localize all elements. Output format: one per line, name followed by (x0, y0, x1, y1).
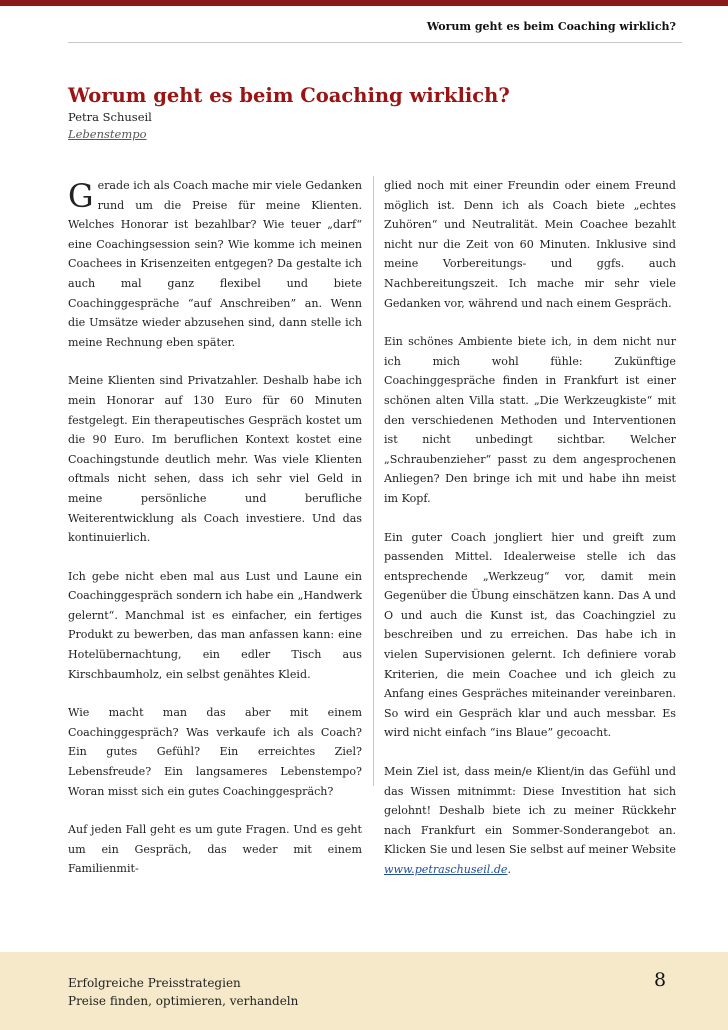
footer-title: Erfolgreiche Preisstrategien (68, 976, 241, 990)
right-column (384, 176, 676, 899)
header-divider (68, 42, 682, 43)
paragraph (68, 176, 362, 352)
paragraph-text: erade ich als Coach mache mir viele Gedanken rund um die Preise für meine Klienten. Welches Honorar ist bezahlbar? Wie teuer „darf“ eine Coachingsession sein? Wie komme ich meinen Coachees in Krisenzeiten entgegen? Da gestalte ich auch mal ganz flexibel und biete Coachinggespräche “auf Anschreiben” an. Wenn die Umsätze wieder abzusehen sind, dann stelle ich meine Rechnung eben später. (68, 179, 362, 349)
left-column (68, 176, 362, 898)
paragraph-text: Mein Ziel ist, dass mein/e Klient/in das Gefühl und das Wissen mitnimmt: Diese Investition hat sich gelohnt! Deshalb biete ich zu meiner Rückkehr nach Frankfurt ein Sommer-Sonderangebot an. Klicken Sie und lesen Sie selbst auf meiner Website (384, 765, 676, 857)
paragraph: Ein guter Coach jongliert hier und greift zum passenden Mittel. Idealerweise stelle ich das entsprechende „Werkzeug“ vor, damit mein Gegenüber die Übung einschätzen kann. Das A und O und auch die Kunst ist, das Coachingziel zu beschreiben und zu erreichen. Das habe ich in vielen Supervisionen gelernt. Ich definiere vorab Kriterien, die mein Coachee und ich gleich zu Anfang eines Gespräches miteinander vereinbaren. So wird ein Gespräch klar und auch messbar. Es wird nicht einfach “ins Blaue” gecoacht. (384, 530, 676, 740)
running-head: Worum geht es beim Coaching wirklich? (426, 20, 676, 33)
article-title: Worum geht es beim Coaching wirklich? (68, 84, 510, 107)
website-link[interactable]: www.petraschuseil.de (384, 863, 508, 876)
category-link[interactable]: Lebenstempo (68, 127, 147, 141)
paragraph: Ein schönes Ambiente biete ich, in dem nicht nur ich mich wohl fühle: Zukünftige Coachinggespräche finden in Frankfurt ist einer schönen alten Villa statt. „Die Werkzeugkiste“ mit den verschiedenen Methoden und Interventionen ist nicht unbedingt sichtbar. Welcher „Schraubenzieher“ passt zu dem angesprochenen Anliegen? Den bringe ich mit und habe ihn meist im Kopf. (384, 335, 676, 505)
paragraph: glied noch mit einer Freundin oder einem Freund möglich ist. Denn ich als Coach biete „echtes Zuhören“ und Neutralität. Mein Coachee bezahlt nicht nur die Zeit von 60 Minuten. Inklusive sind meine Vorbereitungs- und ggfs. auch Nachbereitungszeit. Ich mache mir sehr viele Gedanken vor, während und nach einem Gespräch. (384, 179, 676, 310)
author-name: Petra Schuseil (68, 110, 152, 124)
paragraph: Auf jeden Fall geht es um gute Fragen. Und es geht um ein Gespräch, das weder mit einem Familienmit- (68, 823, 362, 876)
header-rule (0, 0, 728, 6)
column-divider (373, 176, 374, 786)
period: . (507, 863, 512, 876)
footer (0, 952, 728, 1030)
paragraph: Wie macht man das aber mit einem Coachinggespräch? Was verkaufe ich als Coach? Ein gutes Gefühl? Ein erreichtes Ziel? Lebensfreude? Ein langsameres Lebenstempo? Woran misst sich ein gutes Coachinggespräch? (68, 706, 362, 798)
footer-subtitle: Preise finden, optimieren, verhandeln (68, 994, 299, 1008)
paragraph: Ich gebe nicht eben mal aus Lust und Laune ein Coachinggespräch sondern ich habe ein „Handwerk gelernt“. Manchmal ist es einfacher, ein fertiges Produkt zu bewerben, das man anfassen kann: eine Hotelübernachtung, ein edler Tisch aus Kirschbaumholz, ein selbst genähtes Kleid. (68, 569, 362, 681)
page-number: 8 (654, 969, 667, 991)
drop-cap: G (68, 177, 94, 215)
paragraph (384, 762, 676, 880)
paragraph: Meine Klienten sind Privatzahler. Deshalb habe ich mein Honorar auf 130 Euro für 60 Minuten festgelegt. Ein therapeutisches Gespräch kostet um die 90 Euro. Im beruflichen Kontext kostet eine Coachingstunde deutlich mehr. Was viele Klienten oftmals nicht sehen, dass ich sehr viel Geld in meine persönliche und berufliche Weiterentwicklung als Coach investiere. Und das kontinuierlich. (68, 374, 362, 545)
